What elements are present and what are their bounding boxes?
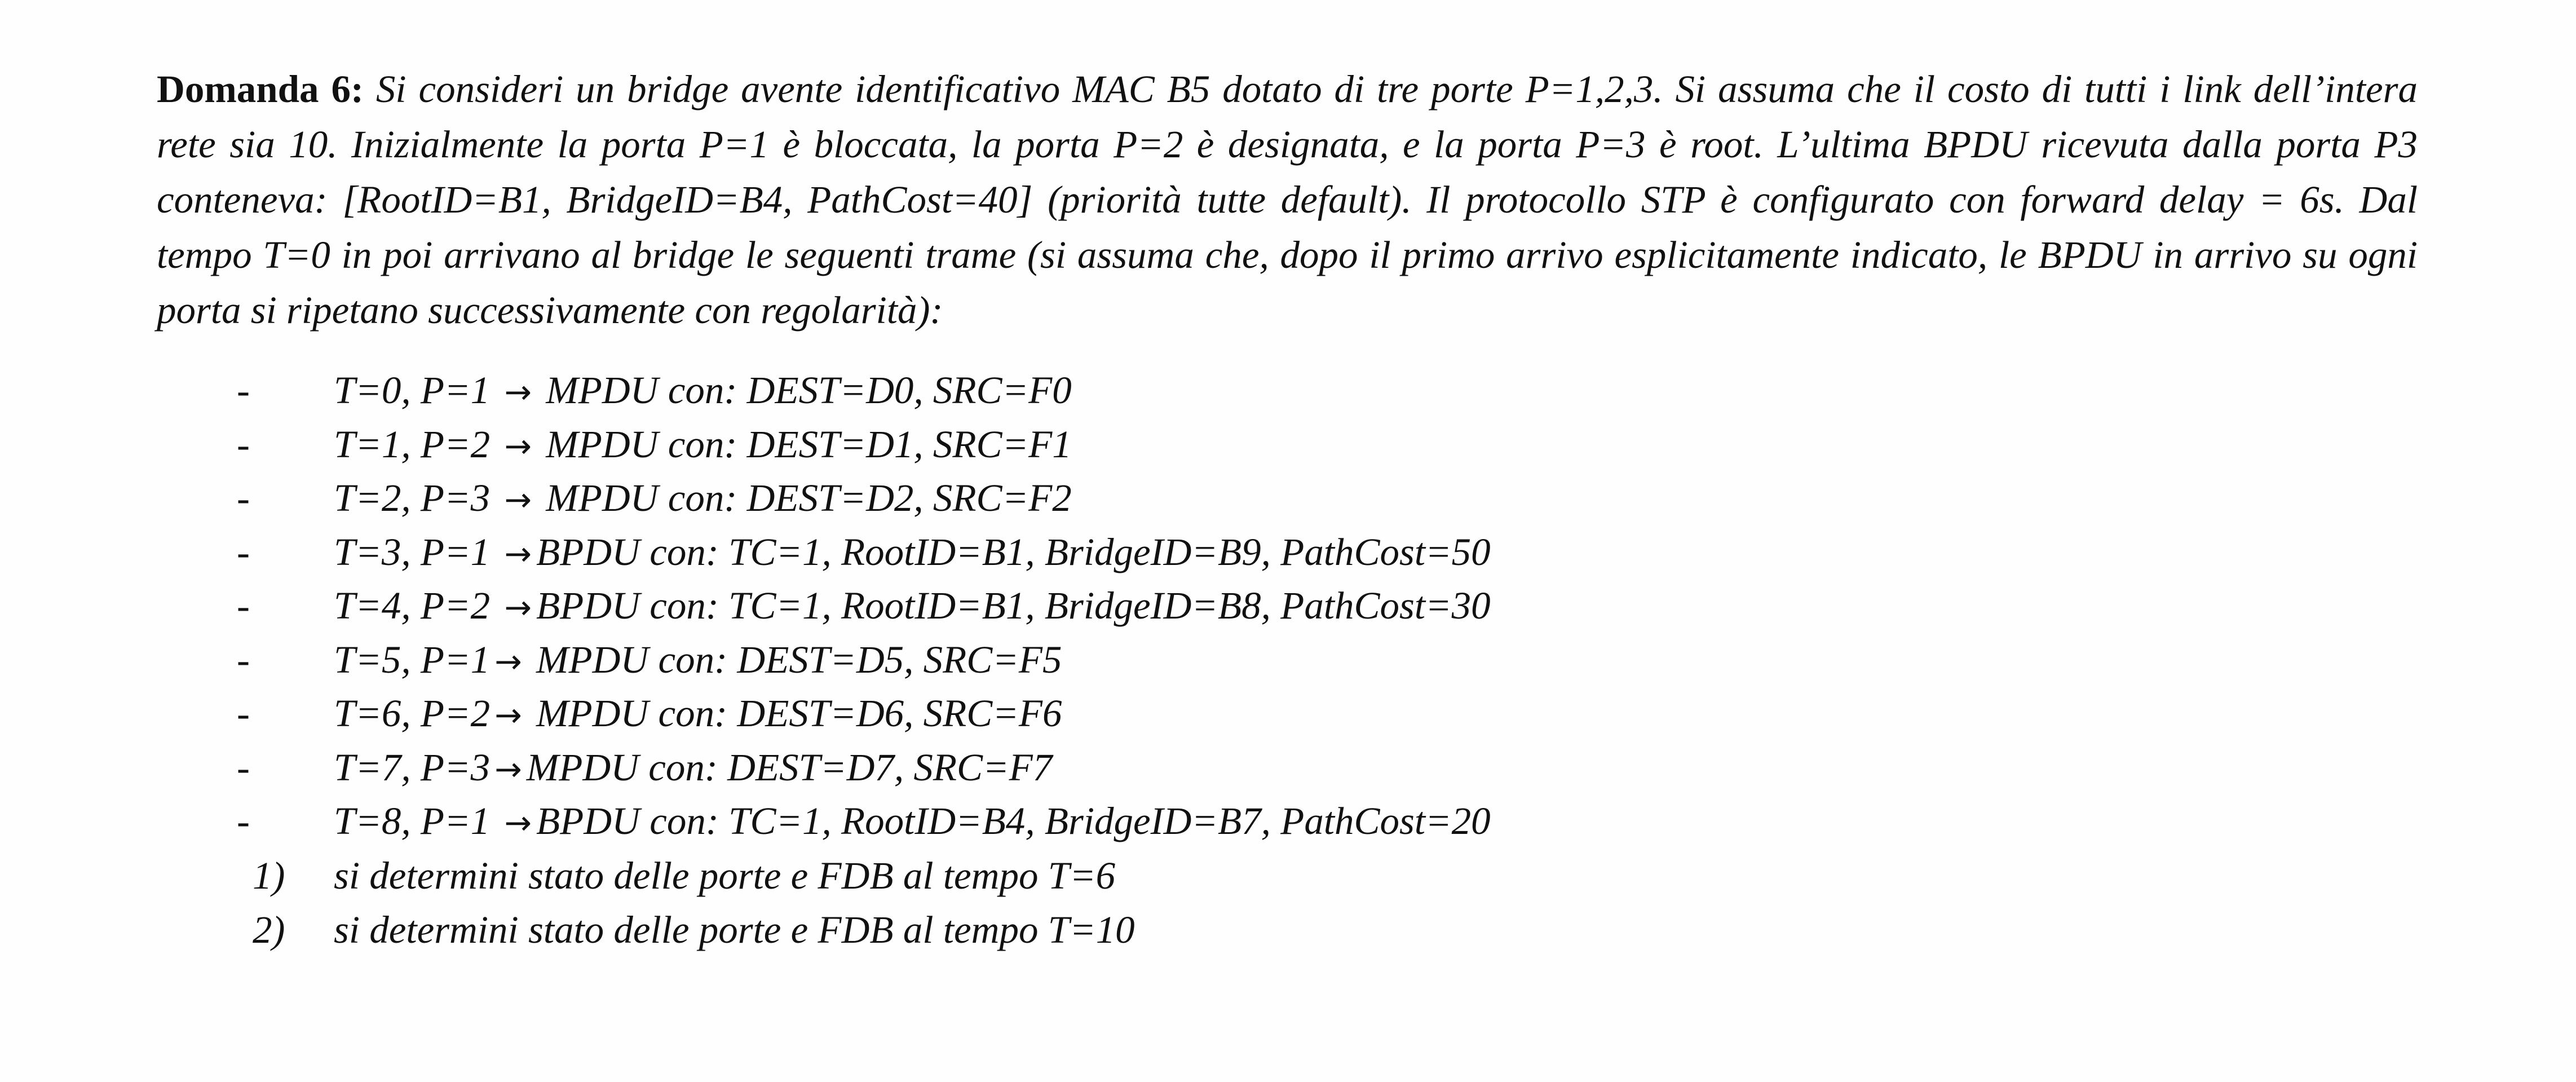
list-item xyxy=(237,579,2266,633)
bullet-dash: - xyxy=(237,476,250,519)
bullet-dash: - xyxy=(237,369,250,412)
event-time-port: T=7, P=3 xyxy=(334,745,491,789)
task-item xyxy=(253,849,2282,903)
arrow-icon: → xyxy=(504,803,532,842)
event-frame: BPDU con: TC=1, RootID=B1, BridgeID=B9, PathCost=50 xyxy=(536,530,1491,573)
event-time-port: T=5, P=1 xyxy=(334,638,491,681)
arrow-icon: → xyxy=(494,749,522,788)
event-time-port: T=4, P=2 xyxy=(334,584,491,627)
bullet-dash: - xyxy=(237,692,250,735)
task-item xyxy=(253,903,2282,957)
task-number: 1) xyxy=(253,854,285,897)
question-text: Si consideri un bridge avente identificativo MAC B5 dotato di tre porte P=1,2,3. Si assuma che il costo di tutti i link dell’intera rete sia 10. Inizialmente la porta P=1 è bloccata, la porta P=2 è designata, e la porta P=3 è root. L’ultima BPDU ricevuta dalla porta P3 conteneva: [RootID=B1, BridgeID=B4, PathCost=40] (priorità tutte default). Il protocollo STP è configurato con forward delay = 6s. Dal tempo T=0 in poi arrivano al bridge le seguenti trame (si assuma che, dopo il primo arrivo esplicitamente indicato, le BPDU in arrivo su ogni porta si ripetano successivamente con regolarità): xyxy=(157,68,2418,332)
event-time-port: T=3, P=1 xyxy=(334,530,491,573)
list-item xyxy=(237,794,2266,849)
question-label: Domanda 6: xyxy=(157,68,364,111)
task-text: si determini stato delle porte e FDB al tempo T=6 xyxy=(334,854,1116,897)
event-frame: MPDU con: DEST=D5, SRC=F5 xyxy=(536,638,1062,681)
event-frame: MPDU con: DEST=D1, SRC=F1 xyxy=(546,422,1072,466)
list-item xyxy=(237,364,2266,418)
arrow-icon: → xyxy=(494,642,522,681)
arrow-icon: → xyxy=(504,480,532,519)
question-paragraph xyxy=(157,61,2418,338)
arrow-icon: → xyxy=(504,373,532,411)
event-frame: MPDU con: DEST=D0, SRC=F0 xyxy=(546,369,1072,412)
bullet-dash: - xyxy=(237,745,250,789)
event-time-port: T=6, P=2 xyxy=(334,692,491,735)
bullet-dash: - xyxy=(237,638,250,681)
bullet-dash: - xyxy=(237,584,250,627)
event-time-port: T=2, P=3 xyxy=(334,476,491,519)
list-item xyxy=(237,471,2266,525)
event-frame: MPDU con: DEST=D2, SRC=F2 xyxy=(546,476,1072,519)
bullet-dash: - xyxy=(237,422,250,466)
list-item xyxy=(237,633,2266,687)
arrow-icon: → xyxy=(494,696,522,734)
list-item xyxy=(237,525,2266,580)
task-number: 2) xyxy=(253,908,285,951)
bullet-dash: - xyxy=(237,800,250,842)
event-frame: BPDU con: TC=1, RootID=B4, BridgeID=B7, PathCost=20 xyxy=(536,800,1491,842)
event-frame: MPDU con: DEST=D7, SRC=F7 xyxy=(526,745,1053,789)
arrow-icon: → xyxy=(504,588,532,626)
event-time-port: T=8, P=1 xyxy=(334,800,491,842)
frame-arrival-list xyxy=(237,364,2266,849)
bullet-dash: - xyxy=(237,530,250,573)
arrow-icon: → xyxy=(504,426,532,465)
task-list xyxy=(253,849,2282,957)
arrow-icon: → xyxy=(504,534,532,573)
event-time-port: T=0, P=1 xyxy=(334,369,491,412)
event-frame: BPDU con: TC=1, RootID=B1, BridgeID=B8, PathCost=30 xyxy=(536,584,1491,627)
list-item xyxy=(237,741,2266,795)
event-time-port: T=1, P=2 xyxy=(334,422,491,466)
task-text: si determini stato delle porte e FDB al tempo T=10 xyxy=(334,908,1135,951)
event-frame: MPDU con: DEST=D6, SRC=F6 xyxy=(536,692,1062,735)
list-item xyxy=(237,687,2266,741)
list-item xyxy=(237,418,2266,472)
